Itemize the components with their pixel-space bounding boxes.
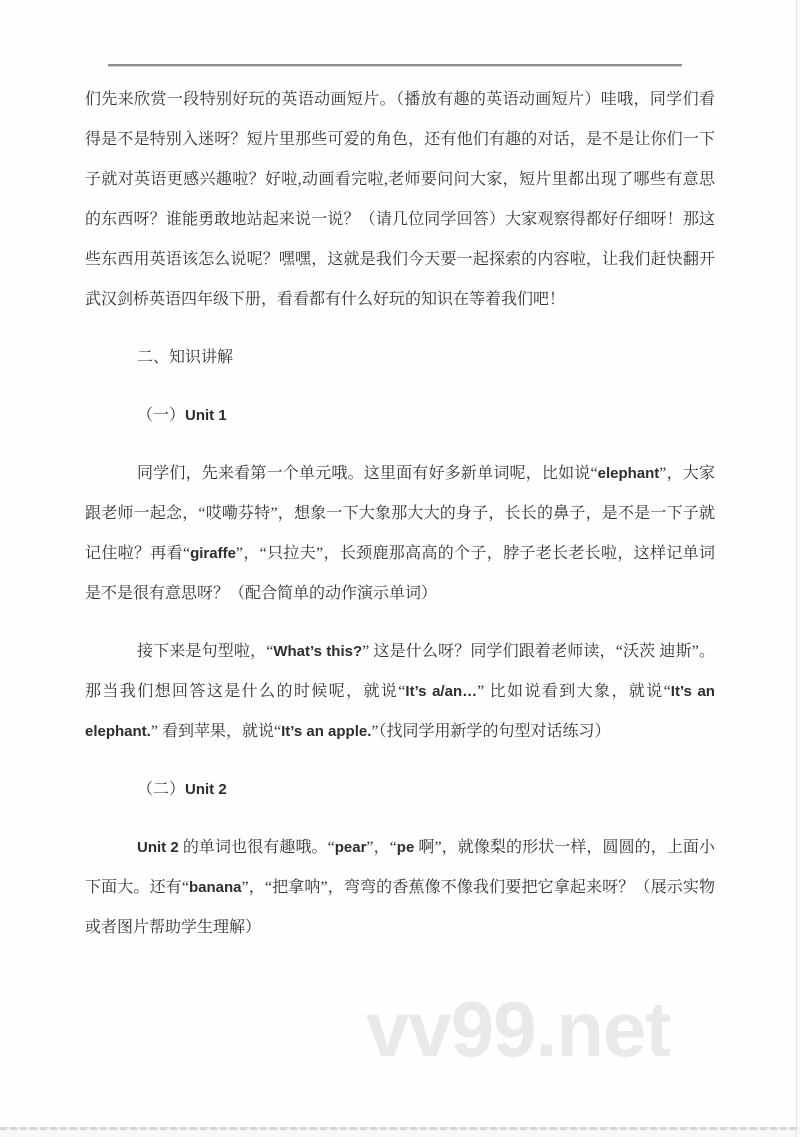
section-heading [85,770,715,810]
english-term: pe [396,839,415,856]
chinese-text: ”（找同学用新学的句型对话练习） [371,723,611,740]
chinese-text: 接下来是句型啦，“ [137,643,274,660]
chinese-text: ”，大家跟老师一起念，“哎嘞芬特”，想象一下大象那大大的身子，长长的鼻子，是不是一下子就记住啦？再看“ [85,465,715,562]
chinese-text: ” 看到苹果，就说“ [150,723,282,740]
page-bottom-divider [0,1127,800,1130]
chinese-text: 二、知识讲解 [137,349,234,366]
chinese-text: 啊”，就像梨的形状一样，圆圆的，上面小下面大。还有“ [85,839,715,896]
english-term: elephant [597,465,660,482]
english-term: Unit 2 [185,781,227,798]
chinese-text: （二） [137,781,186,798]
page-bottom-margin [0,1130,800,1137]
watermark: vv99.net [366,985,671,1073]
english-term: What’s this? [273,643,363,660]
english-term: It’s a/an… [405,683,478,700]
english-term: It’s an elephant. [85,683,715,740]
chinese-text: ” 比如说看到大象，就说“ [477,683,671,700]
english-term: It’s an apple. [281,723,372,740]
header-rule [108,64,682,66]
paragraph [85,828,715,948]
english-term: pear [334,839,367,856]
chinese-text: （一） [137,407,186,424]
paragraph [85,454,715,614]
section-heading [85,396,715,436]
chinese-text: ”，“只拉夫”，长颈鹿那高高的个子，脖子老长老长啦，这样记单词是不是很有意思呀？（配合简单的动作演示单词） [85,545,715,602]
document-body [85,80,715,948]
chinese-text: ” 这是什么呀？同学们跟着老师读，“沃茨 迪斯”。那当我们想回答这是什么的时候呢，就说“ [85,643,716,700]
chinese-text: 同学们，先来看第一个单元哦。这里面有好多新单词呢，比如说“ [137,465,598,482]
paragraph [85,632,715,752]
english-term: Unit 1 [185,407,227,424]
chinese-text: 们先来欣赏一段特别好玩的英语动画短片。（播放有趣的英语动画短片）哇哦，同学们看得是不是特别入迷呀？短片里那些可爱的角色，还有他们有趣的对话，是不是让你们一下子就对英语更感兴趣啦？好啦,动画看完啦,老师要问问大家，短片里都出现了哪些有意思的东西呀？谁能勇敢地站起来说一说？（请几位同学回答）大家观察得都好仔细呀！那这些东西用英语该怎么说呢？嘿嘿，这就是我们今天要一起探索的内容啦，让我们赶快翻开武汉剑桥英语四年级下册，看看都有什么好玩的知识在等着我们吧！ [85,91,715,308]
chinese-text: ”，“ [366,839,397,856]
paragraph [85,80,715,320]
chinese-text: 的单词也很有趣哦。“ [178,839,335,856]
page-right-edge [796,0,797,1137]
english-term: Unit 2 [137,839,179,856]
english-term: banana [188,879,242,896]
section-heading [85,338,715,378]
english-term: giraffe [190,545,236,562]
chinese-text: ”，“把拿呐”，弯弯的香蕉像不像我们要把它拿起来呀？（展示实物或者图片帮助学生理解） [85,879,715,936]
